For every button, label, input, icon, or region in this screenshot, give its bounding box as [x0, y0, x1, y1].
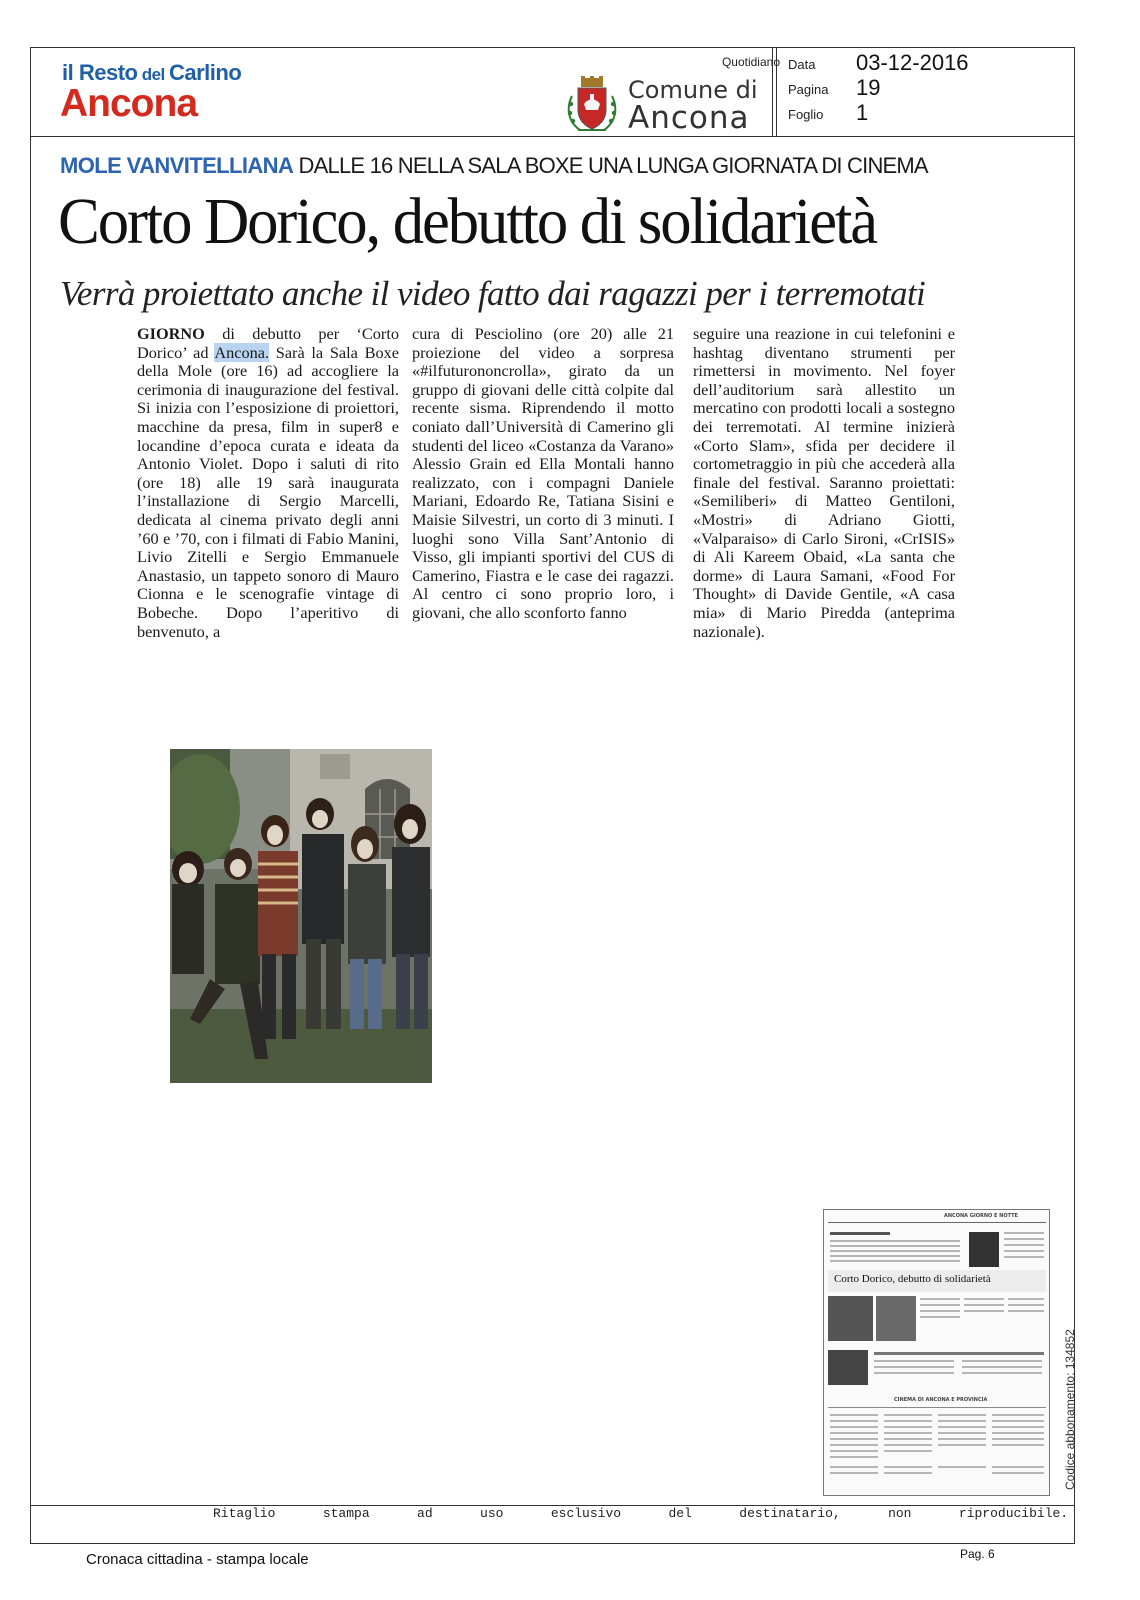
- masthead-del: del: [137, 65, 169, 84]
- ancona-crest-icon: [566, 74, 618, 136]
- foglio-label: Foglio: [788, 107, 824, 122]
- article-headline: Corto Dorico, debutto di solidarietà: [58, 185, 877, 258]
- thumbnail-headline: Corto Dorico, debutto di solidarietà: [834, 1273, 991, 1285]
- kicker-text: DALLE 16 NELLA SALA BOXE UNA LUNGA GIORNATA DI CINEMA: [293, 153, 928, 178]
- group-photo: [170, 749, 432, 1083]
- kicker-location: MOLE VANVITELLIANA: [60, 153, 294, 178]
- codice-abbonamento: Codice abbonamento: 134852: [1063, 1329, 1077, 1490]
- article-kicker: [60, 153, 1070, 179]
- masthead-edition: Ancona: [60, 82, 198, 125]
- article-column-2: cura di Pesciolino (ore 20) alle 21 proiezione del video a sorpresa «#ilfuturononcrolla», girato da un gruppo di giovani delle città colpite dal recente sisma. Riprendendo il motto coniato dall’Università di Camerino gli studenti del liceo «Costanza da Varano» Alessio Grain ed Ella Montali hanno realizzato, con i compagni Daniele Mariani, Edoardo Re, Tatiana Sisini e Maisie Silvestri, un corto di 3 minuti. I luoghi sono Villa Sant’Antonio di Visso, gli impianti sportivi del CUS di Camerino, Fiastra e le case dei ragazzi. Al centro ci sono proprio loro, i giovani, che allo sconforto fanno: [412, 324, 674, 622]
- thumbnail-cinema-heading: CINEMA DI ANCONA E PROVINCIA: [894, 1397, 988, 1403]
- pagina-value: 19: [856, 75, 881, 100]
- article-column-1: [137, 325, 399, 641]
- comune-label: Comune di: [628, 76, 758, 104]
- masthead-il-resto: il Resto: [62, 60, 138, 85]
- data-value: 03-12-2016: [856, 50, 969, 75]
- article-lead-word: GIORNO: [137, 324, 205, 343]
- footer-page-number: Pag. 6: [960, 1547, 995, 1561]
- ritaglio-notice: Ritaglio stampa ad uso esclusivo del destinatario, non riproducibile.: [213, 1506, 1069, 1521]
- pagina-label: Pagina: [788, 82, 829, 97]
- page-thumbnail: [823, 1209, 1050, 1496]
- masthead-carlino: Carlino: [168, 60, 242, 85]
- comune-city: Ancona: [628, 100, 750, 136]
- quotidiano-label: Quotidiano: [721, 55, 780, 69]
- foglio-value: 1: [856, 100, 869, 125]
- data-label: Data: [788, 57, 816, 72]
- header-divider: [772, 47, 777, 137]
- column-1-text: Sarà la Sala Boxe della Mole (ore 16) ad accogliere la cerimonia di inaugurazione del festival. Si inizia con l’esposizione di proiettori, macchine da presa, film in super8 e locandine d’epoca curata e ideata da Antonio Violet. Dopo i saluti di rito (ore 18) alle 19 sarà inaugurata l’installazione di Sergio Marcelli, dedicata al cinema privato degli anni ’60 e ’70, con i filmati di Fabio Manini, Livio Zitelli e Sergio Emmanuele Anastasio, un tappeto sonoro di Mauro Cionna e le scenografie vintage di Bobeche. Dopo l’aperitivo di benvenuto, a: [137, 342, 399, 641]
- column-1-intro: di debutto per ‘Corto Dorico’ ad: [137, 324, 399, 362]
- highlighted-term: Ancona.: [214, 342, 270, 362]
- thumbnail-section-title: ANCONA GIORNO E NOTTE: [944, 1213, 1018, 1219]
- article-subheadline: Verrà proiettato anche il video fatto dai ragazzi per i terremotati: [60, 274, 926, 313]
- article-column-3: seguire una reazione in cui telefonini e hashtag diventano strumenti per rimettersi in movimento. Nel foyer dell’auditorium sarà allestito un mercatino con prodotti locali a sostegno dei terremotati. Al termine inizierà «Corto Slam», sfida per decidere il cortometraggio in più che accederà alla finale del festival. Saranno proiettati: «Semiliberi» di Matteo Gentiloni, «Mostri» di Adriano Giotti, «Valparaiso» di Carlo Sironi, «CrISIS» di Ali Kareem Obaid, «La santa che dorme» di Laura Samani, «Food For Thought» di Davide Gentile, «A casa mia» di Mario Piredda (anteprima nazionale).: [693, 324, 955, 641]
- footer-section-label: Cronaca cittadina - stampa locale: [86, 1551, 309, 1568]
- newspaper-masthead: [30, 47, 300, 137]
